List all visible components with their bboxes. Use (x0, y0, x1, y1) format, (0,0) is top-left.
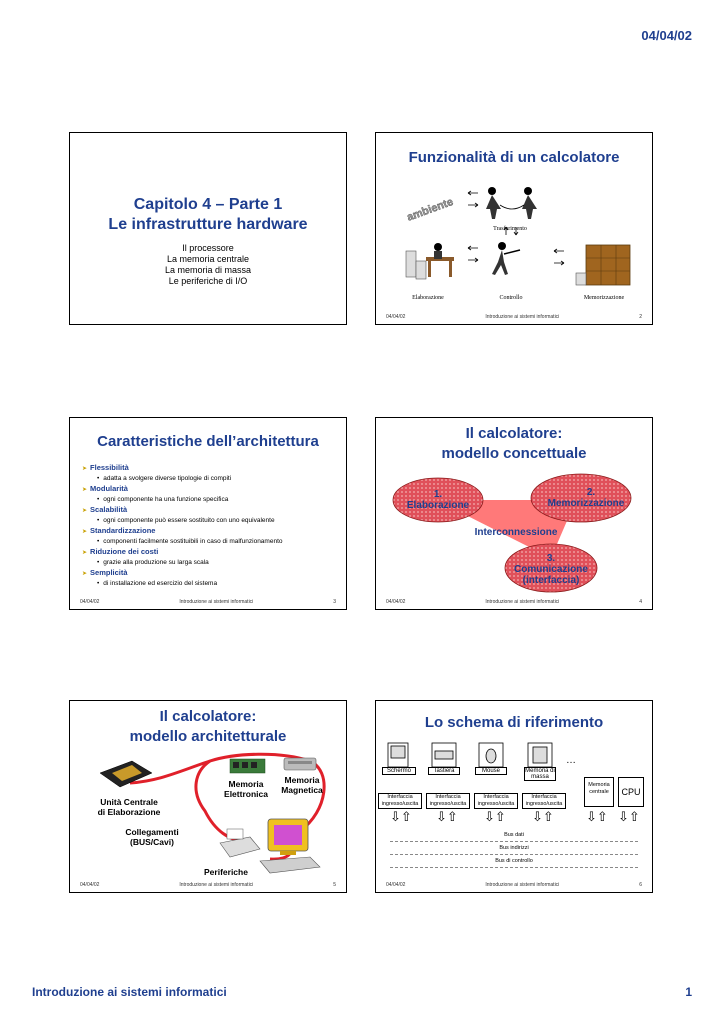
elaborazione-number: 1. (433, 489, 443, 500)
topic-item: La memoria centrale (166, 254, 250, 264)
topic-list (70, 243, 346, 287)
printer-icon (220, 829, 260, 857)
slide-title: Il calcolatore: modello concettuale (441, 425, 587, 462)
bus-indirizzi-label: Bus indirizzi (499, 845, 529, 851)
page-number: 1 (685, 985, 692, 999)
title-line-1: Capitolo 4 – Parte 1 (133, 196, 283, 213)
memory-module-icon (230, 759, 265, 773)
cpu-box: CPU (618, 777, 644, 807)
slide-footer (80, 599, 336, 605)
bus-controllo-label: Bus di controllo (495, 858, 533, 864)
topic-item: Il processore (182, 243, 234, 253)
feature-detail: • ogni componente ha una funzione specifica (97, 496, 229, 503)
floppy-disk-icon (528, 743, 552, 767)
monitor-icon (388, 743, 408, 767)
feature-heading: ➤ Standardizzazione (82, 526, 156, 535)
feature-detail: • grazie alla produzione su larga scala (97, 559, 209, 566)
cpu-chip-icon (100, 761, 152, 787)
cabinet-icon (576, 245, 630, 285)
footer-date: 04/04/02 (386, 882, 406, 888)
memoria-elettronica-label: Memoria Elettronica (224, 779, 268, 799)
page-footer-title: Introduzione ai sistemi informatici (32, 985, 227, 999)
slide-2 (375, 132, 653, 325)
updown-arrows-icon: ⇩⇧ (532, 809, 554, 824)
controller-person-icon (492, 242, 520, 275)
keyboard-device-icon (432, 743, 456, 767)
slide-number: 2 (639, 314, 642, 320)
feature-detail: • componenti facilmente sostituibili in caso di malfunzionamento (97, 538, 283, 545)
updown-arrows-icon: ⇩⇧ (484, 809, 506, 824)
slide-6 (375, 700, 653, 893)
interconnessione-text: Interconnessione (474, 527, 558, 538)
footer-date: 04/04/02 (80, 599, 100, 605)
functions-illustration (376, 133, 653, 325)
footer-course: Introduzione ai sistemi informatici (485, 882, 560, 888)
bus-dati-label: Bus dati (504, 832, 524, 838)
feature-heading: ➤ Semplicità (82, 568, 128, 577)
updown-arrows-icon: ⇩⇧ (390, 809, 412, 824)
bus-line (390, 854, 638, 855)
footer-course: Introduzione ai sistemi informatici (485, 599, 560, 605)
slide-title: Il calcolatore: modello architetturale (129, 708, 287, 745)
transfer-people-icon (486, 187, 537, 219)
controllo-label: Controllo (499, 295, 523, 301)
bus-line (390, 867, 638, 868)
title-line-2: Le infrastrutture hardware (108, 216, 308, 233)
conceptual-model-diagram (376, 418, 653, 610)
hard-disk-icon (284, 758, 316, 770)
slide-footer (386, 882, 642, 888)
feature-heading: ➤ Scalabilità (82, 505, 128, 514)
keyboard-icon (260, 857, 320, 873)
slide-number: 3 (333, 599, 336, 605)
slide-5 (69, 700, 347, 893)
periferiche-label: Periferiche (204, 867, 248, 877)
slide-title: Lo schema di riferimento (424, 714, 604, 731)
arrow-bullet-icon: ➤ (82, 550, 88, 556)
cpu-label: Unità Centrale di Elaborazione (97, 797, 161, 817)
device-label: Mouse (475, 767, 507, 775)
memorizzazione-number: 2. (586, 487, 596, 498)
arrow-bullet-icon: ➤ (82, 529, 88, 535)
device-label: Schermo (382, 767, 416, 775)
feature-heading: ➤ Flessibilità (82, 463, 129, 472)
arrow-bullet-icon: ➤ (82, 571, 88, 577)
collegamenti-label: Collegamenti (BUS/Cavi) (125, 827, 179, 847)
io-interface: Interfaccia ingresso/uscita (378, 793, 422, 809)
slide-4 (375, 417, 653, 610)
arrow-bullet-icon: ➤ (82, 466, 88, 472)
feature-heading: ➤ Modularità (82, 484, 128, 493)
memorizzazione-label: Memorizzazione (583, 295, 625, 301)
memoria-centrale-box: Memoria centrale (584, 777, 614, 807)
memorizzazione-text: Memorizzazione (547, 498, 625, 509)
feature-detail: • adatta a svolgere diverse tipologie di compiti (97, 475, 232, 482)
slide-footer (80, 882, 336, 888)
slide-footer (386, 314, 642, 320)
updown-arrows-icon: ⇩⇧ (436, 809, 458, 824)
computer-monitor-icon (268, 819, 308, 855)
interfaccia-text: (interfaccia) (522, 575, 580, 586)
comunicazione-number: 3. (546, 553, 556, 564)
office-worker-icon (406, 243, 454, 279)
updown-arrows-icon: ⇩⇧ (586, 809, 608, 824)
feature-detail: • ogni componente può essere sostituito con uno equivalente (97, 517, 275, 524)
slide-title: Funzionalità di un calcolatore (408, 149, 620, 166)
io-interface: Interfaccia ingresso/uscita (474, 793, 518, 809)
slide-number: 6 (639, 882, 642, 888)
io-interface: Interfaccia ingresso/uscita (426, 793, 470, 809)
bus-line (390, 841, 638, 842)
feature-heading: ➤ Riduzione dei costi (82, 547, 159, 556)
slide-footer (386, 599, 642, 605)
arrow-bullet-icon: ➤ (82, 508, 88, 514)
ambiente-label: ambiente (405, 195, 455, 224)
footer-course: Introduzione ai sistemi informatici (179, 599, 254, 605)
elaborazione-text: Elaborazione (406, 500, 470, 511)
slide-3 (69, 417, 347, 610)
memoria-magnetica-label: Memoria Magnetica (281, 775, 323, 795)
footer-date: 04/04/02 (386, 599, 406, 605)
feature-detail: • di installazione ed esercizio del sistema (97, 580, 218, 587)
elaborazione-label: Elaborazione (412, 295, 444, 301)
ellipsis: … (566, 755, 576, 766)
arrow-bullet-icon: ➤ (82, 487, 88, 493)
footer-course: Introduzione ai sistemi informatici (179, 882, 254, 888)
slide-number: 5 (333, 882, 336, 888)
io-interface: Interfaccia ingresso/uscita (522, 793, 566, 809)
comunicazione-text: Comunicazione (514, 564, 588, 575)
slide-title: Caratteristiche dell’architettura (97, 433, 319, 450)
page-date: 04/04/02 (641, 28, 692, 43)
device-label: Memoria di massa (525, 768, 555, 780)
slide-number: 4 (639, 599, 642, 605)
topic-item: La memoria di massa (164, 265, 252, 275)
slide-1 (69, 132, 347, 325)
device-label: Tastiera (428, 767, 460, 775)
footer-course: Introduzione ai sistemi informatici (485, 314, 560, 320)
features-list (82, 463, 338, 589)
trasferimento-label: Trasferimento (493, 226, 527, 232)
mouse-icon (479, 743, 503, 767)
topic-item: Le periferiche di I/O (168, 276, 248, 286)
footer-date: 04/04/02 (80, 882, 100, 888)
slide-title (70, 195, 346, 235)
updown-arrows-icon: ⇩⇧ (618, 809, 640, 824)
footer-date: 04/04/02 (386, 314, 406, 320)
